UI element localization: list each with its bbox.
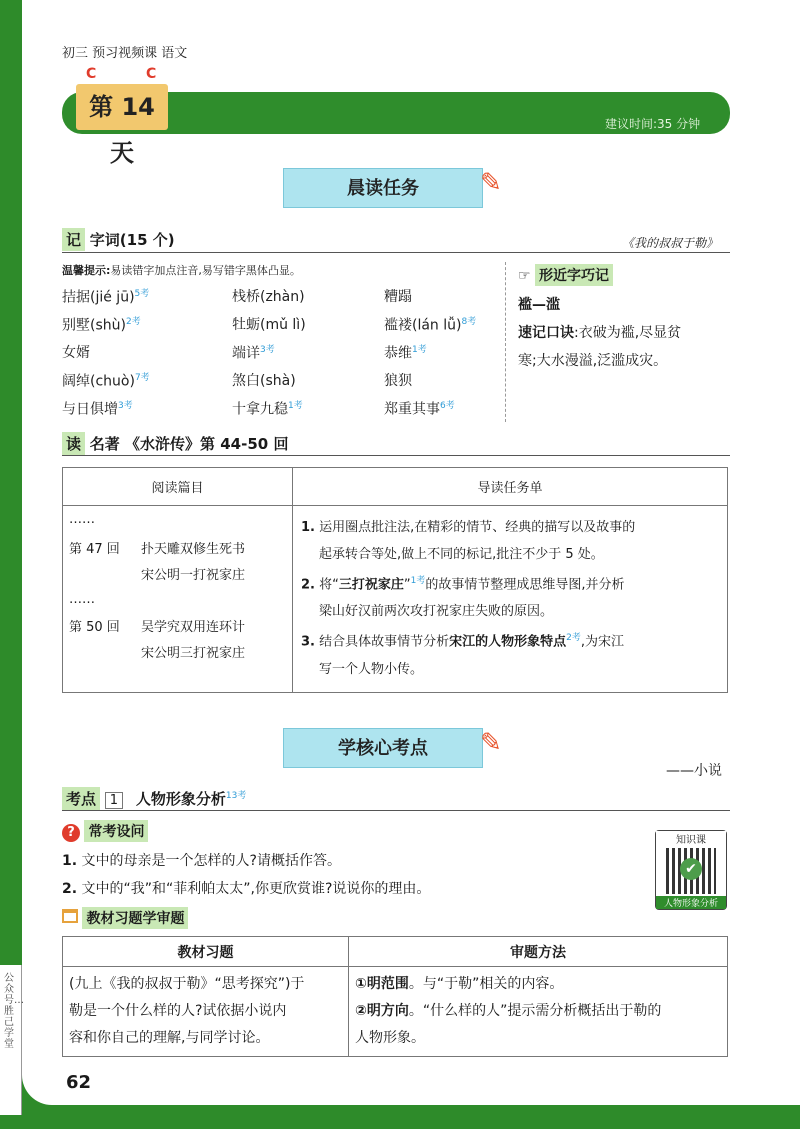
- method-cell: ①明范围。与“于勒”相关的内容。 ②明方向。“什么样的人”提示需分析概括出于勒的 人物形象。: [349, 967, 728, 1057]
- guide-tasks-cell: 1. 运用圈点批注法,在精彩的情节、经典的描写以及故事的 起承转合等处,做上不同的标记,批注不少于 5 处。 2. 将“三打祝家庄”$^{1考}$的故事情节整理成思维导图,并分析 梁山好汉前两次攻打祝家庄失败的原因。 3. 结合具体故事情节分析宋江的人物形象特点$^{2考}$,为宋江 写一个人物小传。: [293, 506, 728, 693]
- qr-bottom-label: 人物形象分析: [656, 896, 726, 909]
- qr-code-card[interactable]: [655, 830, 727, 910]
- notebook-icon: [62, 909, 78, 923]
- read-rule: [62, 455, 730, 456]
- genre-label: ——小说: [666, 763, 722, 779]
- hand-point-icon: ☞: [518, 268, 531, 284]
- col-method: 审题方法: [349, 937, 728, 967]
- word-item: 拮据(jié jū)$^{5考}$: [62, 289, 150, 306]
- day-badge: 第 14 天: [76, 84, 168, 130]
- qr-top-label: 知识课: [656, 831, 726, 846]
- read-header: 读 名著 《水浒传》第 44-50 回: [62, 432, 288, 455]
- faq-header: ? 常考设问: [62, 820, 148, 842]
- memorize-hint: 温馨提示:易读错字加点注音,易写错字黑体凸显。: [62, 264, 301, 277]
- memorize-header: [62, 228, 175, 251]
- word-item: 褴褛(lán lǚ)$^{8考}$: [384, 317, 477, 334]
- faq-question: 2. 文中的“我”和“菲利帕太太”,你更欣赏谁?说说你的理由。: [62, 881, 431, 897]
- exercise-header: 教材习题学审题: [62, 907, 188, 929]
- word-item: 十拿九稳$^{1考}$: [232, 401, 303, 418]
- core-points-title: 学核心考点: [283, 728, 483, 768]
- word-item: 与日俱增$^{3考}$: [62, 401, 133, 418]
- book-title: 初三 预习视频课 语文: [62, 46, 188, 61]
- memorize-title: 字词(15 个): [89, 231, 175, 249]
- task-item: 3. 结合具体故事情节分析宋江的人物形象特点$^{2考}$,为宋江: [301, 633, 625, 650]
- pencil-icon: ✎: [480, 168, 502, 198]
- question-circle-icon: ?: [62, 824, 80, 842]
- word-item: 阔绰(chuò)$^{7考}$: [62, 373, 150, 390]
- word-item: 煞白(shà): [232, 373, 296, 389]
- word-item: 端详$^{3考}$: [232, 345, 275, 362]
- word-item: 栈桥(zhàn): [232, 289, 305, 305]
- word-item: 牡蛎(mǔ lì): [232, 317, 306, 333]
- word-item: 郑重其事$^{6考}$: [384, 401, 455, 418]
- col-guide-tasks: 导读任务单: [293, 468, 728, 506]
- suggested-time: 建议时间:35 分钟: [605, 117, 701, 131]
- reading-list-cell: …… 第 47 回 扑天雕双修生死书 宋公明一打祝家庄 …… 第 50 回 吴学究双用连环计 宋公明三打祝家庄: [63, 506, 293, 693]
- memorize-source: 《我的叔叔于勒》: [622, 236, 719, 250]
- word-item: 狼狈: [384, 373, 412, 389]
- page-number: 62: [66, 1072, 92, 1093]
- side-watermark: 公众号…胜己学堂: [0, 965, 22, 1115]
- task-item: 2. 将“三打祝家庄”$^{1考}$的故事情节整理成思维导图,并分析: [301, 576, 625, 593]
- tip-formula-line1: 速记口诀:衣破为褴,尽显贫: [518, 325, 682, 341]
- word-item: 女婿: [62, 345, 90, 361]
- qr-code-icon: ✔: [666, 848, 716, 894]
- memorize-rule: [62, 252, 730, 253]
- faq-question: 1. 文中的母亲是一个怎样的人?请概括作答。: [62, 853, 341, 869]
- word-item: 别墅(shù)$^{2考}$: [62, 317, 141, 334]
- tip-header: ☞ 形近字巧记: [518, 264, 613, 286]
- task-item: 1. 运用圈点批注法,在精彩的情节、经典的描写以及故事的: [301, 520, 636, 535]
- col-reading-list: 阅读篇目: [63, 468, 293, 506]
- reading-table: [62, 467, 728, 693]
- col-textbook-exercise: 教材习题: [63, 937, 349, 967]
- exercise-table: [62, 936, 728, 1057]
- tip-divider: [505, 262, 506, 422]
- tip-formula-line2: 寒;大水漫溢,泛滥成灾。: [518, 353, 668, 369]
- tip-pair: 褴—滥: [518, 297, 560, 313]
- pencil-icon: ✎: [480, 728, 502, 758]
- exercise-cell: (九上《我的叔叔于勒》“思考探究”)于 勒是一个什么样的人?试依据小说内 容和你自己的理解,与同学讨论。: [63, 967, 349, 1057]
- word-item: 糟蹋: [384, 289, 412, 305]
- point-rule: [62, 810, 730, 811]
- morning-task-title: 晨读任务: [283, 168, 483, 208]
- ring-mark-right: C: [146, 66, 157, 82]
- point-header: 考点 1 人物形象分析$^{13考}$: [62, 787, 246, 810]
- ring-mark-left: C: [86, 66, 97, 82]
- word-item: 恭维$^{1考}$: [384, 345, 427, 362]
- memorize-tag: 记: [62, 228, 85, 251]
